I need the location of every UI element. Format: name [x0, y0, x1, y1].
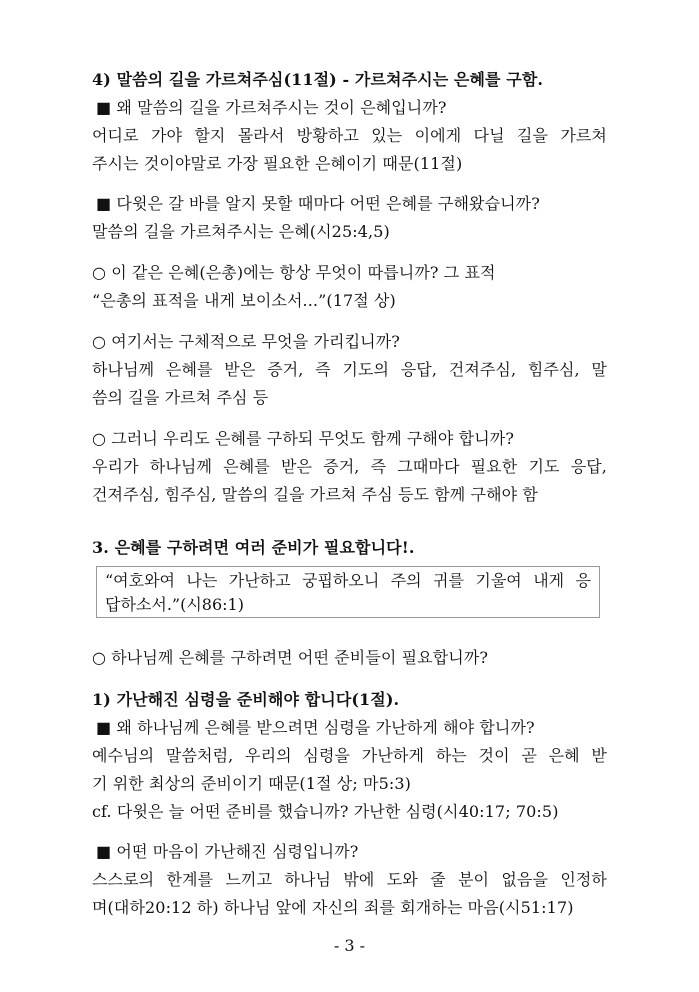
question-why-teaching-grace: ■ 왜 말씀의 길을 가르쳐주시는 것이 은혜입니까?: [96, 98, 447, 117]
answer-line: 씀의 길을 가르쳐 주심 등: [92, 388, 269, 407]
answer-line: 어디로 가야 할지 몰라서 방황하고 있는 이에게 다닐 길을 가르쳐: [92, 126, 607, 145]
answer-line: 말씀의 길을 가르쳐주시는 은혜(시25:4,5): [92, 222, 390, 241]
question-david-grace: ■ 다윗은 갈 바를 알지 못할 때마다 어떤 은혜를 구해왔습니까?: [96, 194, 540, 213]
question-specifically: ○ 여기서는 구체적으로 무엇을 가리킵니까?: [92, 332, 400, 351]
quote-line: “여호와여 나는 가난하고 궁핍하오니 주의 귀를 기울여 내게 응: [105, 571, 591, 590]
section-3-heading: 3. 은혜를 구하려면 여러 준비가 필요합니다!.: [92, 538, 415, 557]
answer-line: 스스로의 한계를 느끼고 하나님 밖에 도와 줄 분이 없음을 인정하: [92, 870, 607, 889]
answer-line: 예수님의 말씀처럼, 우리의 심령을 가난하게 하는 것이 곧 은혜 받: [92, 746, 607, 765]
question-what-together: ○ 그러니 우리도 은혜를 구하되 무엇도 함께 구해야 합니까?: [92, 429, 515, 448]
answer-line: cf. 다윗은 늘 어떤 준비를 했습니까? 가난한 심령(시40:17; 70:5): [92, 802, 559, 821]
answer-line: 며(대하20:12 하) 하나님 앞에 자신의 죄를 회개하는 마음(시51:17): [92, 898, 574, 917]
quote-line: 답하소서.”(시86:1): [105, 595, 244, 614]
question-sign-of-favor: ○ 이 같은 은혜(은총)에는 항상 무엇이 따릅니까? 그 표적: [92, 263, 496, 282]
page-number: - 3 -: [333, 936, 366, 955]
answer-line: 건져주심, 힘주심, 말씀의 길을 가르쳐 주심 등도 함께 구해야 함: [92, 485, 538, 504]
answer-line: 주시는 것이야말로 가장 필요한 은혜이기 때문(11절): [92, 154, 463, 173]
question-which-heart: ■ 어떤 마음이 가난해진 심령입니까?: [96, 842, 359, 861]
question-poor-spirit: ■ 왜 하나님께 은혜를 받으려면 심령을 가난하게 해야 합니까?: [96, 718, 535, 737]
subsection-1-heading: 1) 가난해진 심령을 준비해야 합니다(1절).: [92, 690, 400, 709]
answer-line: 하나님께 은혜를 받은 증거, 즉 기도의 응답, 건져주심, 힘주심, 말: [92, 360, 607, 379]
answer-line: 기 위한 최상의 준비이기 때문(1절 상; 마5:3): [92, 774, 411, 793]
section-4-heading: 4) 말씀의 길을 가르쳐주심(11절) - 가르쳐주시는 은혜를 구함.: [92, 70, 544, 89]
scripture-quote-box: [96, 566, 600, 618]
answer-line: 우리가 하나님께 은혜를 받은 증거, 즉 그때마다 필요한 기도 응답,: [92, 457, 607, 476]
answer-line: “은총의 표적을 내게 보이소서...”(17절 상): [92, 291, 396, 310]
question-preparations: ○ 하나님께 은혜를 구하려면 어떤 준비들이 필요합니까?: [92, 648, 489, 667]
